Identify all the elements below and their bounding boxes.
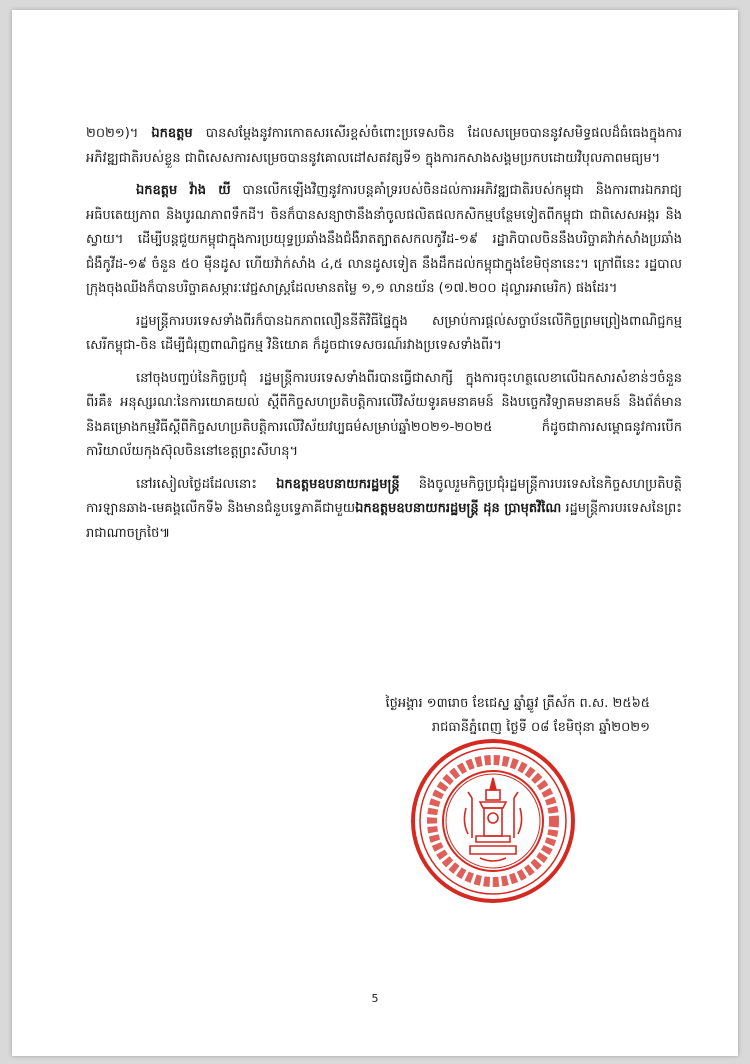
ministry-seal-icon [410, 738, 576, 904]
document-body [86, 122, 682, 554]
text-run: រដ្ឋមន្ត្រីការបរទេសនៃព្រះរាជាណាចក្រថៃ៕ [86, 501, 682, 541]
page-number: 5 [371, 992, 379, 1005]
signature-block [386, 692, 651, 740]
text-run: និងចូលរួមកិច្ចប្រជុំរដ្ឋមន្ត្រីការបរទេសនៃកិច្ចសហប្រតិបត្តិការឡានឆាង-មេគង្គលើកទី៦ និងមានជំនួបទ្វេភាគីជាមួយ [86, 476, 682, 516]
paragraph-3 [86, 310, 682, 359]
text-run: នៅរសៀលថ្ងៃដដែលនោះ [136, 476, 277, 492]
paragraph-1 [86, 122, 682, 171]
text-run: បានលើកឡើងវិញនូវការបន្តគាំទ្ររបស់ចិនដល់ការអភិវឌ្ឍជាតិរបស់កម្ពុជា និងការពារឯករាជ្យ អធិបតេយ្យភាព និងបូរណភាពទឹកដី។ ចិនក៏បានសន្យាថានឹងនាំចូលផលិតផលកសិកម្មបន្ថែមទៀតពីកម្ពុជា ជាពិសេសអង្ករ និងស្វាយ។ ដើម្បីបន្តជួយកម្ពុជាក្នុងការប្រយុទ្ធប្រឆាំងនឹងជំងឺរាតត្បាតសកលកូវីដ-១៩ រដ្ឋាភិបាលចិននឹងបរិច្ចាគវ៉ាក់សាំងប្រឆាំងជំងឺកូវីដ-១៩ ចំនួន ៥០ ម៉ឺនដូស ហើយវ៉ាក់សាំង ៤,៥ លានដូសទៀត នឹងដឹកដល់កម្ពុជាក្នុងខែមិថុនានេះ។ ក្រៅពីនេះ រដ្ឋបាលក្រុងចុងឈីងក៏បានបរិច្ចាគសម្ភារៈវេជ្ជសាស្ត្រដែលមានតម្លៃ ១,១ លានយ័ន (១៧.២០០ ដុល្លារអាមេរិក) ផងដែរ។ [86, 183, 682, 296]
text-run: រដ្ឋមន្ត្រីការបរទេសទាំងពីរក៏បានឯកភាពលឿននីតិវិធីផ្ទៃក្នុង សម្រាប់ការផ្តល់សច្ចាប័នលើកិច្ចព្រមព្រៀងពាណិជ្ជកម្មសេរីកម្ពុជា-ចិន ដើម្បីជំរុញពាណិជ្ជកម្ម វិនិយោគ ក៏ដូចជាទេសចរណ៍រវាងប្រទេសទាំងពីរ។ [86, 313, 682, 353]
lunar-date: ថ្ងៃអង្គារ ១៣រោច ខែជេស្ឋ ឆ្នាំឆ្លូវ ត្រីស័ក ព.ស. ២៥៦៥ [385, 696, 650, 711]
document-page [12, 10, 738, 1056]
bold-run: ឯកឧត្តមឧបនាយករដ្ឋមន្ត្រី ដុន ប្រាមុតវិណៃ [355, 501, 562, 516]
bold-run: ឯកឧត្តម [151, 126, 193, 141]
text-run: បានសម្តែងនូវការកោតសរសើរខ្ពស់ចំពោះប្រទេសចិន ដែលសម្រេចបាននូវសមិទ្ធផលដ៏ធំធេងក្នុងការអភិវឌ្ឍជាតិរបស់ខ្លួន ជាពិសេសការសម្រេចបាននូវគោលដៅសតវត្សទី១ ក្នុងការកសាងសង្គមប្រកបដោយវិបុលភាពមធ្យម។ [86, 126, 682, 166]
place-date: រាជធានីភ្នំពេញ ថ្ងៃទី ០៨ ខែមិថុនា ឆ្នាំ២០២១ [431, 720, 650, 735]
paragraph-2 [86, 179, 682, 302]
paragraph-5 [86, 473, 682, 547]
text-run: នៅចុងបញ្ចប់នៃកិច្ចប្រជុំ រដ្ឋមន្ត្រីការបរទេសទាំងពីរបានធ្វើជាសាក្សី ក្នុងការចុះហត្ថលេខាលើឯកសារសំខាន់ៗចំនួនពីរគឺ៖ អនុស្សរណៈនៃការយោគយល់ ស្តីពីកិច្ចសហប្រតិបត្តិការលើវិស័យទូរគមនាគមន៍ និងបច្ចេកវិទ្យាគមនាគមន៍ និងព័ត៌មាន និងគម្រោងកម្មវិធីស្តីពីកិច្ចសហប្រតិបត្តិការលើវិស័យវប្បធម៌សម្រាប់ឆ្នាំ២០២១-២០២៥ ក៏ដូចជាការសម្ពោធនូវការបើកការិយាល័យកុងស៊ុលចិននៅខេត្តព្រះសីហនុ។ [86, 370, 682, 459]
bold-run: ឯកឧត្តម វ៉ាង យី [136, 183, 231, 198]
bold-run: ឯកឧត្តមឧបនាយករដ្ឋមន្ត្រី [276, 476, 400, 492]
text-run: ២០២១)។ [86, 126, 152, 141]
paragraph-4 [86, 367, 682, 465]
